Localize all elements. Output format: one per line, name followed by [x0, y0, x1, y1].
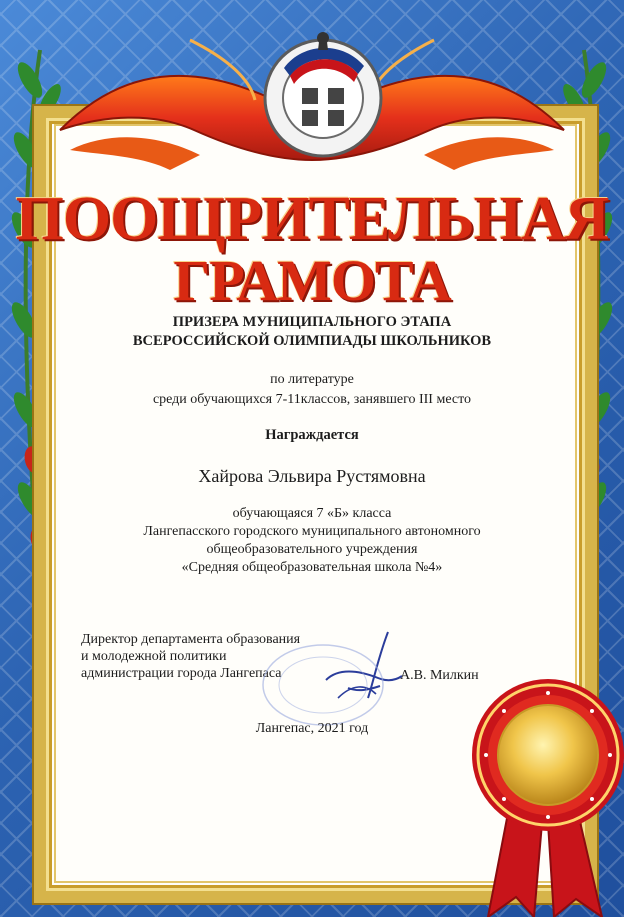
gold-medal-rosette — [468, 673, 624, 917]
signatory-title-line1: Директор департамента образования — [81, 632, 301, 647]
school-line2: общеобразовательного учреждения — [206, 542, 418, 557]
subtitle-line2: ВСЕРОССИЙСКОЙ ОЛИМПИАДЫ ШКОЛЬНИКОВ — [132, 333, 492, 349]
subtitle-line1: ПРИЗЕРА МУНИЦИПАЛЬНОГО ЭТАПА — [172, 314, 452, 330]
olympiad-emblem — [262, 28, 384, 160]
signatory-title-line3: администрации города Лангепаса — [81, 666, 282, 681]
school-line3: «Средняя общеобразовательная школа №4» — [181, 560, 443, 575]
placement-condition: среди обучающихся 7-11классов, занявшего III место — [152, 392, 472, 407]
recipient-class: обучающаяся 7 «Б» класса — [232, 506, 392, 521]
certificate-title-line1: ПООЩРИТЕЛЬНАЯ — [15, 185, 609, 253]
signer-name: А.В. Милкин — [400, 668, 479, 683]
place-and-date: Лангепас, 2021 год — [255, 721, 369, 736]
official-stamp — [258, 640, 388, 730]
school-line1: Лангепасского городского муниципального автономного — [143, 524, 481, 539]
recipient-name: Хайрова Эльвира Рустямовна — [198, 466, 426, 486]
signatory-title-line2: и молодежной политики — [81, 649, 227, 664]
certificate-title-line2: ГРАМОТА — [173, 248, 451, 313]
award-label: Награждается — [265, 427, 359, 443]
subject: по литературе — [270, 372, 354, 387]
